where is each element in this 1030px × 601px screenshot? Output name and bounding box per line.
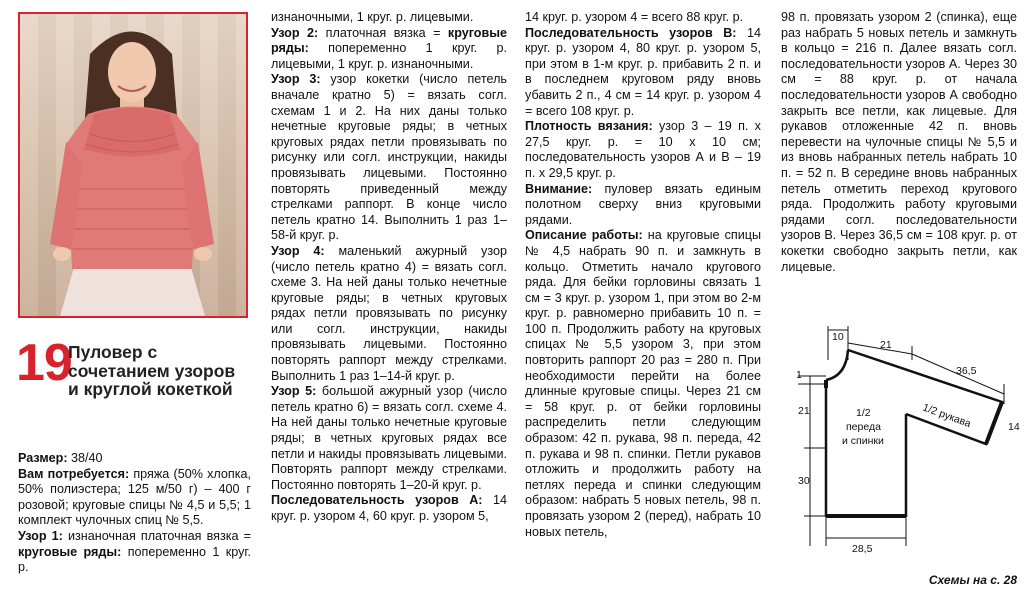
- dim-yoke: 21: [798, 405, 810, 417]
- pattern-title: Пуловер с сочетанием узоров и круглой кокеткой: [68, 342, 236, 399]
- pattern-number: 19: [16, 334, 72, 392]
- sequence-a-paragraph: [271, 493, 507, 524]
- sequence-a-continued: 14 круг. р. узором 4 = всего 88 круг. р.: [525, 10, 744, 24]
- pattern5-label: Узор 5:: [271, 384, 317, 399]
- pattern2-value: платочная вязка =: [318, 25, 448, 40]
- text-column-4: [781, 10, 1017, 275]
- pattern-schema: [790, 318, 1030, 568]
- label-body-3: и спинки: [842, 435, 884, 447]
- sequence-a-label: Последовательность узоров А:: [271, 493, 483, 508]
- pattern3-paragraph: [271, 72, 507, 244]
- dim-sleeve-length: 36,5: [956, 365, 977, 377]
- body-outline: [826, 384, 906, 516]
- pattern4-value: маленький ажурный узор (число петель кратно 4) = вязать согл. схеме 3. На ней даны только нечетные круговые ряды; в четных круговых рядах петли провязывать по рисунку или согл. инструкции, накиды провязывать лицевыми. Постоянно повторять раппорт между стрелками. Выполнить 1 раз 1–14-й круг. р.: [271, 243, 507, 383]
- pattern4-paragraph: [271, 244, 507, 384]
- dim-neckband: 1: [796, 369, 802, 381]
- text-column-3: [525, 10, 761, 540]
- pattern5-value: большой ажурный узор (число петель кратно 6) = вязать согл. схеме 4. На ней даны только нечетные круговые ряды; в четных круговых рядах все петли и накиды провязывать лицевыми. Повторять раппорт между стрелками. Постоянно повторять 1–20-й круг. р.: [271, 384, 507, 492]
- sequence-b-value: 14 круг. р. узором 4, 80 круг. р. узором 5, при этом в 1-м круг. р. прибавить 2 п. и в последнем круговом ряду вновь убавить 2 п., 4 см = 14 круг. р. узором 4 = всего 108 круг. р.: [525, 25, 761, 118]
- dim-neck: 10: [832, 331, 844, 343]
- materials-paragraph: [18, 467, 251, 529]
- text-column-2: [271, 10, 507, 525]
- density-label: Плотность вязания:: [525, 119, 653, 134]
- pattern2-rows-value: попеременно 1 круг. р. лицевыми, 1 круг. р. изнаночными.: [271, 41, 507, 71]
- dim-body: 30: [798, 475, 810, 487]
- work-paragraph: [525, 228, 761, 540]
- sequence-b-label: Последовательность узоров В:: [525, 25, 737, 40]
- text-column-1: [18, 451, 251, 576]
- size-paragraph: [18, 451, 251, 467]
- model-photo: [18, 12, 248, 318]
- size-label: Размер:: [18, 451, 68, 465]
- size-value: 38/40: [67, 451, 103, 465]
- pattern1-label: Узор 1:: [18, 528, 63, 543]
- pattern1-value: изнаночная платочная вязка =: [62, 528, 251, 543]
- work-label: Описание работы:: [525, 228, 643, 243]
- attention-label: Внимание:: [525, 181, 593, 196]
- pattern3-value: узор кокетки (число петель вначале кратно 5) = вязать согл. схемам 1 и 2. На них даны только нечетные круговые ряды; в четных круговых рядах петли провязывать по рисунку или согл. инструкции, накиды провязывать лицевыми. Постоянно повторять приведенный между стрелками раппорт. В конце число петель кратно 14. Выполнить 1 раз 1–58-й круг. р.: [271, 72, 507, 243]
- schema-dimension-lines: [798, 326, 1004, 546]
- label-sleeve: 1/2 рукава: [920, 401, 973, 431]
- pattern1-rows-label: круговые ряды:: [18, 544, 122, 559]
- density-paragraph: [525, 119, 761, 181]
- attention-value: пуловер вязать единым полотном сверху вниз круговыми рядами.: [525, 181, 761, 227]
- dim-width: 28,5: [852, 543, 873, 555]
- materials-label: Вам потребуется:: [18, 466, 130, 481]
- label-body-1: 1/2: [856, 407, 871, 419]
- work-continued: 98 п. провязать узором 2 (спинка), еще раз набрать 5 новых петель и замкнуть в кольцо = 216 п. Далее вязать согл. последовательности узоров А. Через 30 см = 88 круг. р. от начала последовательности узоров А свободно закрыть все петли, как лицевые. Для рукавов отложенные 42 п. вновь перевести на чулочные спицы № 5,5 и из вновь набранных петель набрать 10 п. = 52 п. В середине вновь набранных петель отметить переход кругового ряда. Продолжить работу круговыми рядами согл. последовательности узоров В. Через 36,5 см = 108 круг. р. от кокетки свободно закрыть петли, как лицевые.: [781, 10, 1017, 274]
- pattern3-label: Узор 3:: [271, 72, 321, 87]
- label-body-2: переда: [846, 421, 881, 433]
- sequence-a-value: 14 круг. р. узором 4, 60 круг. р. узором 5,: [271, 493, 507, 523]
- pattern2-paragraph: [271, 26, 507, 73]
- model-illustration: [20, 14, 246, 316]
- attention-paragraph: [525, 182, 761, 229]
- pattern1-continued: изнаночными, 1 круг. р. лицевыми.: [271, 10, 474, 24]
- materials-value: пряжа (50% хлопка, 50% полиэстера; 125 м/50 г) – 400 г розовой; круговые спицы № 4,5 и 5,5; 1 комплект чулочных спиц № 5,5.: [18, 466, 252, 528]
- dim-sleeve-end: 14: [1008, 421, 1020, 433]
- pattern2-rows-label: круговые ряды:: [271, 25, 507, 56]
- dim-shoulder: 21: [880, 339, 892, 351]
- work-value: на круговые спицы № 4,5 набрать 90 п. и замкнуть в кольцо. Отметить начало кругового ряда. Для бейки горловины связать 1 см = 3 круг. р. узором 1, при этом во 2-м круг. р. равномерно прибавить 10 п. = 100 п. Продолжить работу на круговых спицах № 5,5 узором 3, при этом повторить раппорт 20 раз = 280 п. При необходимости перейти на более длинные круговые спицы. Через 21 см = 58 круг. р. от бейки горловины распределить петли следующим образом: 42 п. рукава, 98 п. переда, 42 п. рукава и 98 п. спинки. Петли рукавов отложить и продолжить работу на петлях переда и спинки следующим образом: набрать 5 новых петель, 98 п. провязать узором 2 (перед), набрать 10 новых петель,: [525, 228, 761, 539]
- pattern2-label: Узор 2:: [271, 25, 319, 40]
- density-value: узор 3 – 19 п. х 27,5 круг. р. = 10 х 10 см; последовательность узоров А и В – 19 п. х 29,5 круг. р.: [525, 119, 761, 180]
- sequence-b-paragraph: [525, 26, 761, 120]
- neck-curve: [826, 350, 848, 380]
- pattern5-paragraph: [271, 384, 507, 493]
- pattern1-paragraph: [18, 529, 251, 576]
- pattern4-label: Узор 4:: [271, 243, 325, 258]
- pattern1-rows-value: попеременно 1 круг. р.: [18, 544, 251, 575]
- schemes-reference: Схемы на с. 28: [928, 573, 1017, 587]
- sleeve-cuff-edge: [986, 402, 1002, 444]
